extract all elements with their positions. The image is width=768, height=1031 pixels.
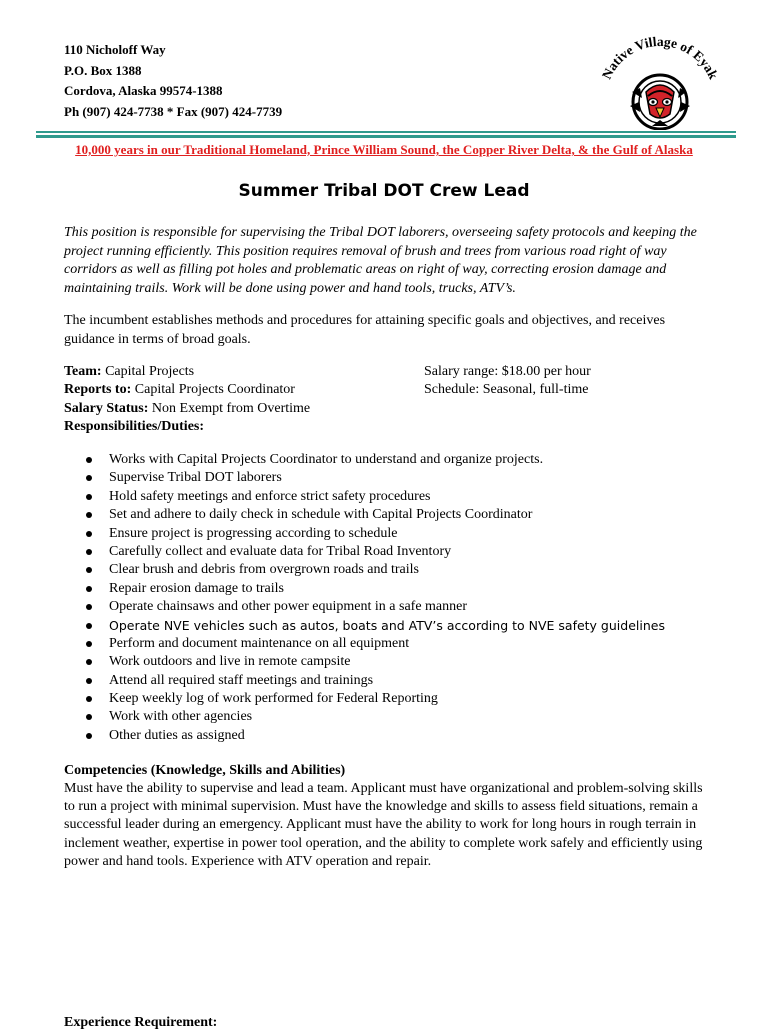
duty-item: Ensure project is progressing according to schedule xyxy=(64,525,714,543)
address-po-box: P.O. Box 1388 xyxy=(64,62,142,78)
duty-item: Works with Capital Projects Coordinator to understand and organize projects. xyxy=(64,451,714,469)
experience-heading: Experience Requirement: xyxy=(64,1015,218,1030)
duty-item: Keep weekly log of work performed for Federal Reporting xyxy=(64,690,714,708)
duty-item: Work outdoors and live in remote campsite xyxy=(64,653,714,671)
reports-value: Capital Projects Coordinator xyxy=(134,382,295,398)
address-street: 110 Nicholoff Way xyxy=(64,42,166,57)
position-details xyxy=(64,363,724,436)
logo-lettering: Native Village of Eyak xyxy=(598,33,722,82)
address-city: Cordova, Alaska 99574-1388 xyxy=(64,83,223,98)
duty-item: Perform and document maintenance on all equipment xyxy=(64,635,714,653)
duty-item: Operate NVE vehicles such as autos, boats and ATV’s according to NVE safety guidelines xyxy=(64,617,714,635)
team-label: Team: xyxy=(64,364,102,379)
duty-item: Operate chainsaws and other power equipment in a safe manner xyxy=(64,598,714,616)
incumbent-paragraph: The incumbent establishes methods and procedures for attaining specific goals and objectives, and receives guidance in terms of broad goals. xyxy=(64,313,666,347)
duty-item: Attend all required staff meetings and trainings xyxy=(64,672,714,690)
competencies-body: Must have the ability to supervise and lead a team. Applicant must have organizational and problem-solving skills to run a project with minimal supervision. Must have the knowledge and skills to assess field situations, remain a successful leader during an emergency. Applicant must have the ability to work for long hours in rough terrain in inclement weather, expertise in power tool operation, and the ability to complete work safely and efficiently using power and hand tools. Experience with ATV operation and repair. xyxy=(64,781,703,869)
duty-item: Clear brush and debris from overgrown roads and trails xyxy=(64,561,714,579)
bullet-icon xyxy=(86,531,92,537)
salary-status-row xyxy=(64,400,724,418)
duties-heading-row xyxy=(64,418,724,436)
bullet-icon xyxy=(86,678,92,684)
duty-item: Hold safety meetings and enforce strict safety procedures xyxy=(64,488,714,506)
bullet-icon xyxy=(86,494,92,500)
bullet-icon xyxy=(86,696,92,702)
duty-item: Carefully collect and evaluate data for Tribal Road Inventory xyxy=(64,543,714,561)
duties-heading: Responsibilities/Duties: xyxy=(64,418,205,434)
address-phone-fax: Ph (907) 424-7738 * Fax (907) 424-7739 xyxy=(64,103,283,119)
duty-item: Work with other agencies xyxy=(64,708,714,726)
competencies-heading: Competencies (Knowledge, Skills and Abilities) xyxy=(64,763,346,778)
duty-item: Supervise Tribal DOT laborers xyxy=(64,469,714,487)
header-divider xyxy=(36,131,736,138)
reports-row xyxy=(64,381,724,399)
salary-status-label: Salary Status: xyxy=(64,400,149,416)
bullet-icon xyxy=(86,733,92,739)
duty-item: Repair erosion damage to trails xyxy=(64,580,714,598)
duties-list xyxy=(64,451,714,745)
bullet-icon xyxy=(86,641,92,647)
job-title: Summer Tribal DOT Crew Lead xyxy=(238,181,530,201)
bullet-icon xyxy=(86,567,92,573)
salary-range: Salary range: $18.00 per hour xyxy=(424,364,591,379)
bullet-icon xyxy=(86,457,92,463)
duty-item: Other duties as assigned xyxy=(64,727,714,745)
bullet-icon xyxy=(86,475,92,481)
organization-tagline: 10,000 years in our Traditional Homeland, Prince William Sound, the Copper River Delta, & the Gulf of Alaska xyxy=(75,142,693,157)
bullet-icon xyxy=(86,549,92,555)
team-value: Capital Projects xyxy=(105,364,195,379)
organization-address xyxy=(64,40,282,122)
bullet-icon xyxy=(86,586,92,592)
reports-label: Reports to: xyxy=(64,382,132,398)
native-village-of-eyak-logo-icon xyxy=(586,22,732,130)
bullet-icon xyxy=(86,659,92,665)
schedule: Schedule: Seasonal, full-time xyxy=(424,382,589,398)
bullet-icon xyxy=(86,604,92,610)
team-row xyxy=(64,363,724,381)
duty-item: Set and adhere to daily check in schedule with Capital Projects Coordinator xyxy=(64,506,714,524)
bullet-icon xyxy=(86,623,92,629)
position-summary: This position is responsible for supervising the Tribal DOT laborers, overseeing safety protocols and keeping the project running efficiently. This position requires removal of brush and trees from various road right of way corridors as well as filling pot holes and problematic areas on right of way, correcting erosion damage and maintaining trails. Work will be done using power and hand tools, trucks, ATV’s. xyxy=(64,225,697,296)
salary-status-value: Non Exempt from Overtime xyxy=(151,400,311,416)
bullet-icon xyxy=(86,512,92,518)
bullet-icon xyxy=(86,714,92,720)
